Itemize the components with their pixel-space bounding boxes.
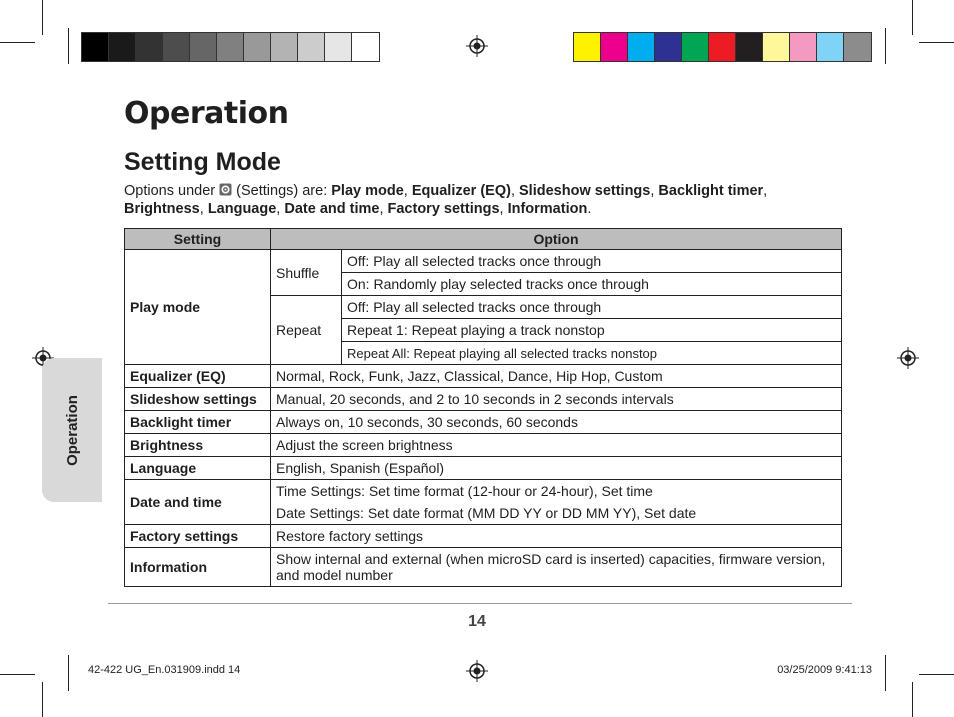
crop-mark: [0, 674, 35, 675]
intro-settings-word: (Settings) are:: [236, 183, 332, 199]
table-row: [125, 411, 842, 434]
column-header: Setting: [125, 229, 271, 250]
footer-rule: [108, 603, 852, 604]
color-swatch: [574, 33, 601, 61]
intro-item: Date and time: [284, 201, 380, 217]
crop-mark: [919, 674, 954, 675]
registration-mark-icon: [897, 347, 919, 369]
intro-item: Play mode: [331, 183, 404, 199]
intro-item: Factory settings: [387, 201, 500, 217]
table-row: [125, 525, 842, 548]
setting-cell: Language: [125, 457, 271, 480]
color-swatch: [298, 33, 325, 61]
table-row: [125, 548, 842, 587]
option-cell: Date Settings: Set date format (MM DD YY or DD MM YY), Set date: [271, 502, 842, 525]
crop-mark: [68, 655, 69, 691]
section-title: Setting Mode: [124, 148, 281, 176]
setting-cell: Play mode: [125, 250, 271, 365]
option-cell: Adjust the screen brightness: [271, 434, 842, 457]
option-cell: Normal, Rock, Funk, Jazz, Classical, Dance, Hip Hop, Custom: [271, 365, 842, 388]
intro-item: Equalizer (EQ): [411, 183, 511, 199]
option-cell: On: Randomly play selected tracks once through: [342, 273, 842, 296]
registration-mark-icon: [466, 35, 488, 57]
registration-mark-icon: [466, 660, 488, 682]
crop-mark: [912, 0, 913, 35]
column-header: Option: [271, 229, 842, 250]
color-swatch: [217, 33, 244, 61]
crop-mark: [912, 682, 913, 717]
table-row: [125, 480, 842, 503]
color-swatch: [763, 33, 790, 61]
color-swatch: [844, 33, 871, 61]
color-swatch: [655, 33, 682, 61]
color-swatch: [163, 33, 190, 61]
sub-setting-cell: Shuffle: [271, 250, 342, 296]
setting-cell: Backlight timer: [125, 411, 271, 434]
intro-prefix: Options under: [124, 183, 220, 199]
side-tab-label: Operation: [63, 394, 81, 466]
color-swatch: [271, 33, 298, 61]
color-swatch: [190, 33, 217, 61]
page-title: Operation: [124, 96, 289, 131]
color-swatch: [244, 33, 271, 61]
table-row: [125, 365, 842, 388]
color-swatch: [601, 33, 628, 61]
slug-file: 42-422 UG_En.031909.indd 14: [88, 664, 241, 676]
setting-cell: Brightness: [125, 434, 271, 457]
option-cell: Repeat All: Repeat playing all selected tracks nonstop: [342, 342, 842, 365]
option-cell: English, Spanish (Español): [271, 457, 842, 480]
slug-date: 03/25/2009 9:41:13: [777, 664, 872, 676]
setting-cell: Information: [125, 548, 271, 587]
option-cell: Off: Play all selected tracks once through: [342, 250, 842, 273]
intro-item: Language: [207, 201, 277, 217]
table-row: [125, 434, 842, 457]
option-cell: Show internal and external (when microSD card is inserted) capacities, firmware version, and model number: [271, 548, 842, 587]
option-cell: Time Settings: Set time format (12-hour or 24-hour), Set time: [271, 480, 842, 503]
page-number: 14: [468, 613, 486, 630]
crop-mark: [0, 42, 35, 43]
intro-item: Backlight timer: [658, 183, 764, 199]
option-cell: Restore factory settings: [271, 525, 842, 548]
table-row: [125, 250, 842, 273]
intro-item: Information: [507, 201, 588, 217]
color-swatch: [790, 33, 817, 61]
setting-cell: Slideshow settings: [125, 388, 271, 411]
crop-mark: [42, 0, 43, 35]
color-swatch: [325, 33, 352, 61]
color-swatch: [628, 33, 655, 61]
color-swatch: [136, 33, 163, 61]
intro-item: Brightness: [124, 201, 200, 217]
color-swatch: [709, 33, 736, 61]
crop-mark: [68, 28, 69, 64]
crop-mark: [885, 28, 886, 64]
color-swatch: [736, 33, 763, 61]
sub-setting-cell: Repeat: [271, 296, 342, 365]
crop-mark: [885, 655, 886, 691]
intro-paragraph: Options under (Settings) are: Play mode, Equalizer (EQ), Slideshow settings, Backlight timer, Brightness, Language, Date and time, Factory settings, Information.: [124, 183, 768, 217]
option-cell: Always on, 10 seconds, 30 seconds, 60 seconds: [271, 411, 842, 434]
setting-cell: Date and time: [125, 480, 271, 525]
color-swatch: [109, 33, 136, 61]
table-row: [125, 388, 842, 411]
option-cell: Manual, 20 seconds, and 2 to 10 seconds in 2 seconds intervals: [271, 388, 842, 411]
setting-cell: Factory settings: [125, 525, 271, 548]
crop-mark: [42, 682, 43, 717]
intro-item: Slideshow settings: [519, 183, 651, 199]
option-cell: Repeat 1: Repeat playing a track nonstop: [342, 319, 842, 342]
color-swatch: [682, 33, 709, 61]
table-row: [125, 457, 842, 480]
color-bar: [573, 32, 872, 62]
settings-icon: [219, 183, 232, 196]
side-tab: [42, 358, 102, 502]
settings-table: [124, 228, 842, 587]
setting-cell: Equalizer (EQ): [125, 365, 271, 388]
color-swatch: [817, 33, 844, 61]
table-header-row: [125, 229, 842, 250]
color-swatch: [352, 33, 379, 61]
color-swatch: [82, 33, 109, 61]
option-cell: Off: Play all selected tracks once through: [342, 296, 842, 319]
crop-mark: [919, 42, 954, 43]
grayscale-bar: [81, 32, 380, 62]
